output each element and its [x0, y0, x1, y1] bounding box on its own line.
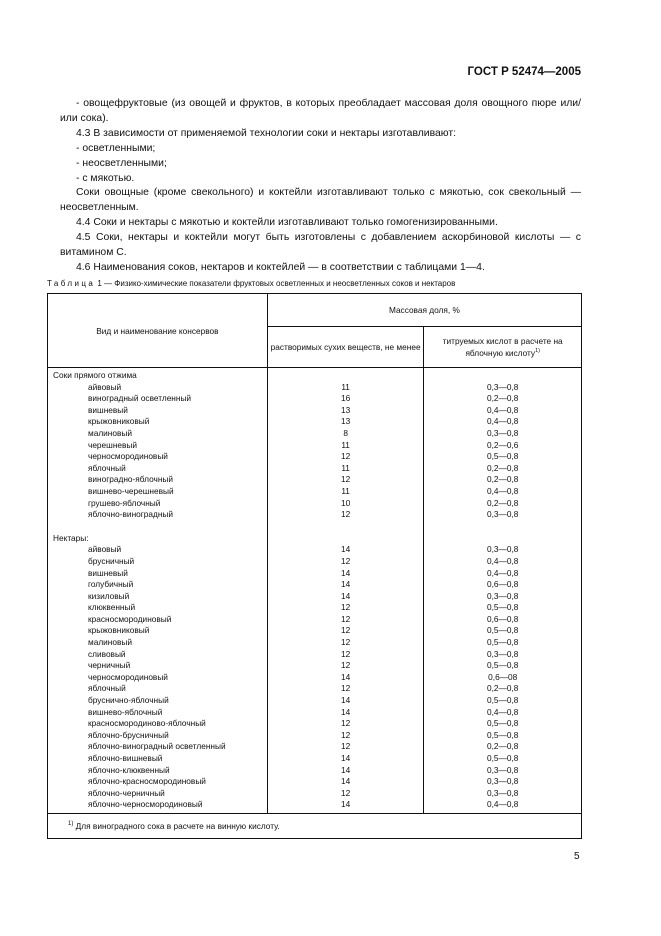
solids-value: 14 [341, 671, 351, 682]
solids-value: 11 [341, 462, 350, 473]
product-name: яблочно-вишневый [88, 753, 163, 763]
solids-value: 12 [341, 555, 351, 566]
acids-value: 0,5—0,8 [487, 753, 519, 763]
acids-value: 0,2—0,8 [487, 393, 519, 404]
solids-value: 12 [341, 451, 351, 462]
product-name: вишневый [88, 567, 128, 578]
paragraph: 4.4 Соки и нектары с мякотью и коктейли изготавливают только гомогенизированными. [76, 217, 498, 229]
solids-value: 12 [341, 474, 351, 485]
acids-value: 0,5—0,8 [487, 695, 519, 706]
paragraph: 4.6 Наименования соков, нектаров и коктейлей — в соответствии с таблицами 1—4. [76, 261, 485, 273]
acids-value: 0,3—0,8 [487, 381, 519, 392]
acids-value: 0,6—0,8 [487, 579, 519, 590]
product-names-column [48, 368, 268, 814]
product-name: черносмородиновый [88, 451, 168, 462]
solids-value: 12 [341, 648, 351, 659]
acids-value: 0,5—0,8 [487, 451, 519, 462]
product-name: сливовый [88, 648, 126, 659]
table-caption-title: 1 — Физико-химические показатели фруктовых осветленных и неосветленных соков и нектаров [95, 279, 456, 288]
product-name: голубичный [88, 579, 134, 590]
solids-value: 12 [341, 660, 351, 671]
product-name: яблочно-виноградный осветленный [88, 741, 226, 752]
acids-value: 0,2—0,8 [487, 497, 519, 508]
table-caption [47, 279, 455, 288]
solids-value: 14 [341, 544, 351, 555]
group-title: Соки прямого отжима [53, 370, 137, 380]
acids-value: 0,3—0,8 [487, 544, 519, 555]
acids-value: 0,2—0,8 [487, 683, 519, 694]
solids-value: 14 [341, 706, 351, 717]
acids-value: 0,2—0,8 [487, 462, 519, 473]
group-title-spacer [268, 533, 424, 545]
product-name: яблочно-клюквенный [88, 764, 170, 775]
acids-value: 0,4—0,8 [487, 567, 519, 578]
acids-value: 0,4—0,8 [487, 485, 519, 496]
product-name: грушево-яблочный [88, 497, 161, 508]
acids-value: 0,4—0,8 [487, 416, 519, 427]
product-name: яблочно-черничный [88, 787, 165, 798]
table-caption-word: Таблица [47, 279, 96, 288]
acids-value: 0,3—0,8 [487, 427, 519, 438]
acids-value: 0,3—0,8 [487, 590, 519, 601]
acids-value: 0,5—0,8 [487, 718, 519, 729]
paragraph: - овощефруктовые (из овощей и фруктов, в которых преобладает массовая доля овощного пюре или/или сока). [60, 98, 581, 124]
acids-value: 0,6—08 [488, 671, 518, 682]
product-name: яблочно-черносмородиновый [88, 799, 203, 810]
product-name: яблочно-виноградный [88, 509, 174, 520]
group-title-spacer [424, 370, 581, 382]
solids-value: 13 [341, 416, 351, 427]
product-name: черничный [88, 660, 131, 671]
solids-value: 10 [341, 497, 351, 508]
acids-value: 0,5—0,8 [487, 637, 519, 648]
product-name: виноградный осветленный [88, 393, 192, 404]
solids-value: 12 [341, 787, 351, 798]
table-footnote: $^{1)}$ Для виноградного сока в расчете на винную кислоту. [48, 813, 582, 838]
product-name: вишнево-черешневый [88, 485, 174, 496]
acids-value: 0,5—0,8 [487, 625, 519, 636]
solids-value: 12 [341, 602, 351, 613]
acids-value: 0,4—0,8 [487, 799, 519, 810]
paragraph: - неосветленными; [76, 157, 167, 169]
group-title: Нектары: [53, 532, 89, 543]
acids-value: 0,4—0,8 [487, 706, 519, 717]
solids-value: 12 [341, 741, 351, 752]
product-name: айвовый [88, 544, 122, 555]
solids-value: 14 [341, 695, 351, 706]
product-name: малиновый [88, 427, 132, 438]
paragraph: 4.5 Соки, нектары и коктейли могут быть изготовлены с добавлением аскорбиновой кислоты — с витамином С. [60, 232, 581, 259]
product-name: виноградно-яблочный [88, 474, 174, 485]
solids-value: 12 [341, 683, 351, 694]
solids-value: 12 [341, 509, 351, 520]
solids-value: 13 [341, 404, 351, 415]
paragraph: - осветленными; [76, 142, 156, 154]
acids-value: 0,4—0,8 [487, 555, 519, 566]
product-name: яблочный [88, 462, 126, 473]
solids-value: 11 [341, 439, 350, 450]
product-name: бруснично-яблочный [88, 695, 169, 706]
acids-value: 0,3—0,8 [487, 648, 519, 659]
group-spacer [424, 521, 581, 533]
acids-value: 0,5—0,8 [487, 602, 519, 613]
solids-value: 14 [341, 753, 351, 763]
solids-value: 11 [341, 381, 350, 392]
acids-value: 0,2—0,8 [487, 474, 519, 485]
product-name: кизиловый [88, 590, 130, 601]
paragraph: - с мякотью. [76, 172, 135, 184]
product-name: черешневый [88, 439, 138, 450]
acids-values-column [424, 368, 582, 814]
solids-value: 14 [341, 567, 351, 578]
acids-value: 0,3—0,8 [487, 787, 519, 798]
group-title-spacer [424, 533, 581, 545]
column-header-mass-fraction: Массовая доля, % [267, 294, 581, 327]
solids-value: 14 [341, 776, 351, 787]
body-text [60, 97, 581, 276]
solids-value: 11 [341, 485, 350, 496]
acids-value: 0,5—0,8 [487, 729, 519, 740]
product-name: клюквенный [88, 602, 136, 613]
solids-value: 8 [343, 427, 348, 438]
solids-value: 12 [341, 729, 351, 740]
group-spacer [268, 521, 424, 533]
acids-value: 0,3—0,8 [487, 509, 519, 520]
acids-value: 0,3—0,8 [487, 764, 519, 775]
product-name: крыжовниковый [88, 625, 150, 636]
solids-value: 12 [341, 637, 351, 648]
acids-value: 0,2—0,6 [487, 439, 519, 450]
solids-value: 14 [341, 579, 351, 590]
product-name: вишнево-яблочный [88, 706, 163, 717]
product-name: яблочно-красносмородиновый [88, 776, 206, 787]
page-number: 5 [574, 851, 580, 862]
acids-value: 0,2—0,8 [487, 741, 519, 752]
acids-value: 0,3—0,8 [487, 776, 519, 787]
product-name: крыжовниковый [88, 416, 150, 427]
acids-value: 0,4—0,8 [487, 404, 519, 415]
product-name: красносмородиново-яблочный [88, 718, 206, 729]
column-header-acids: титруемых кислот в расчете на яблочную кислоту$^{1)}$ [424, 327, 582, 368]
column-header-solids: растворимых сухих веществ, не менее [267, 327, 424, 368]
acids-value: 0,5—0,8 [487, 660, 519, 671]
solids-value: 14 [341, 799, 351, 810]
product-name: яблочный [88, 683, 126, 694]
group-spacer [48, 521, 267, 533]
solids-value: 14 [341, 764, 351, 775]
product-name: айвовый [88, 381, 122, 392]
group-title-spacer [268, 370, 424, 382]
physicochemical-table [47, 293, 582, 839]
column-header-name: Вид и наименование консервов [48, 294, 268, 368]
solids-value: 12 [341, 625, 351, 636]
product-name: брусничный [88, 555, 135, 566]
product-name: малиновый [88, 637, 132, 648]
product-name: красносмородиновый [88, 613, 172, 624]
solids-value: 12 [341, 613, 351, 624]
product-name: черносмородиновый [88, 671, 168, 682]
document-id: ГОСТ Р 52474—2005 [467, 66, 581, 78]
product-name: вишневый [88, 404, 128, 415]
solids-value: 14 [341, 590, 351, 601]
product-name: яблочно-брусничный [88, 729, 169, 740]
acids-value: 0,6—0,8 [487, 613, 519, 624]
paragraph: 4.3 В зависимости от применяемой технологии соки и нектары изготавливают: [76, 127, 456, 139]
paragraph: Соки овощные (кроме свекольного) и коктейли изготавливают только с мякотью, сок свекольный — неосветленным. [60, 187, 581, 214]
solids-value: 16 [341, 393, 351, 404]
solids-values-column [267, 368, 424, 814]
solids-value: 12 [341, 718, 351, 729]
